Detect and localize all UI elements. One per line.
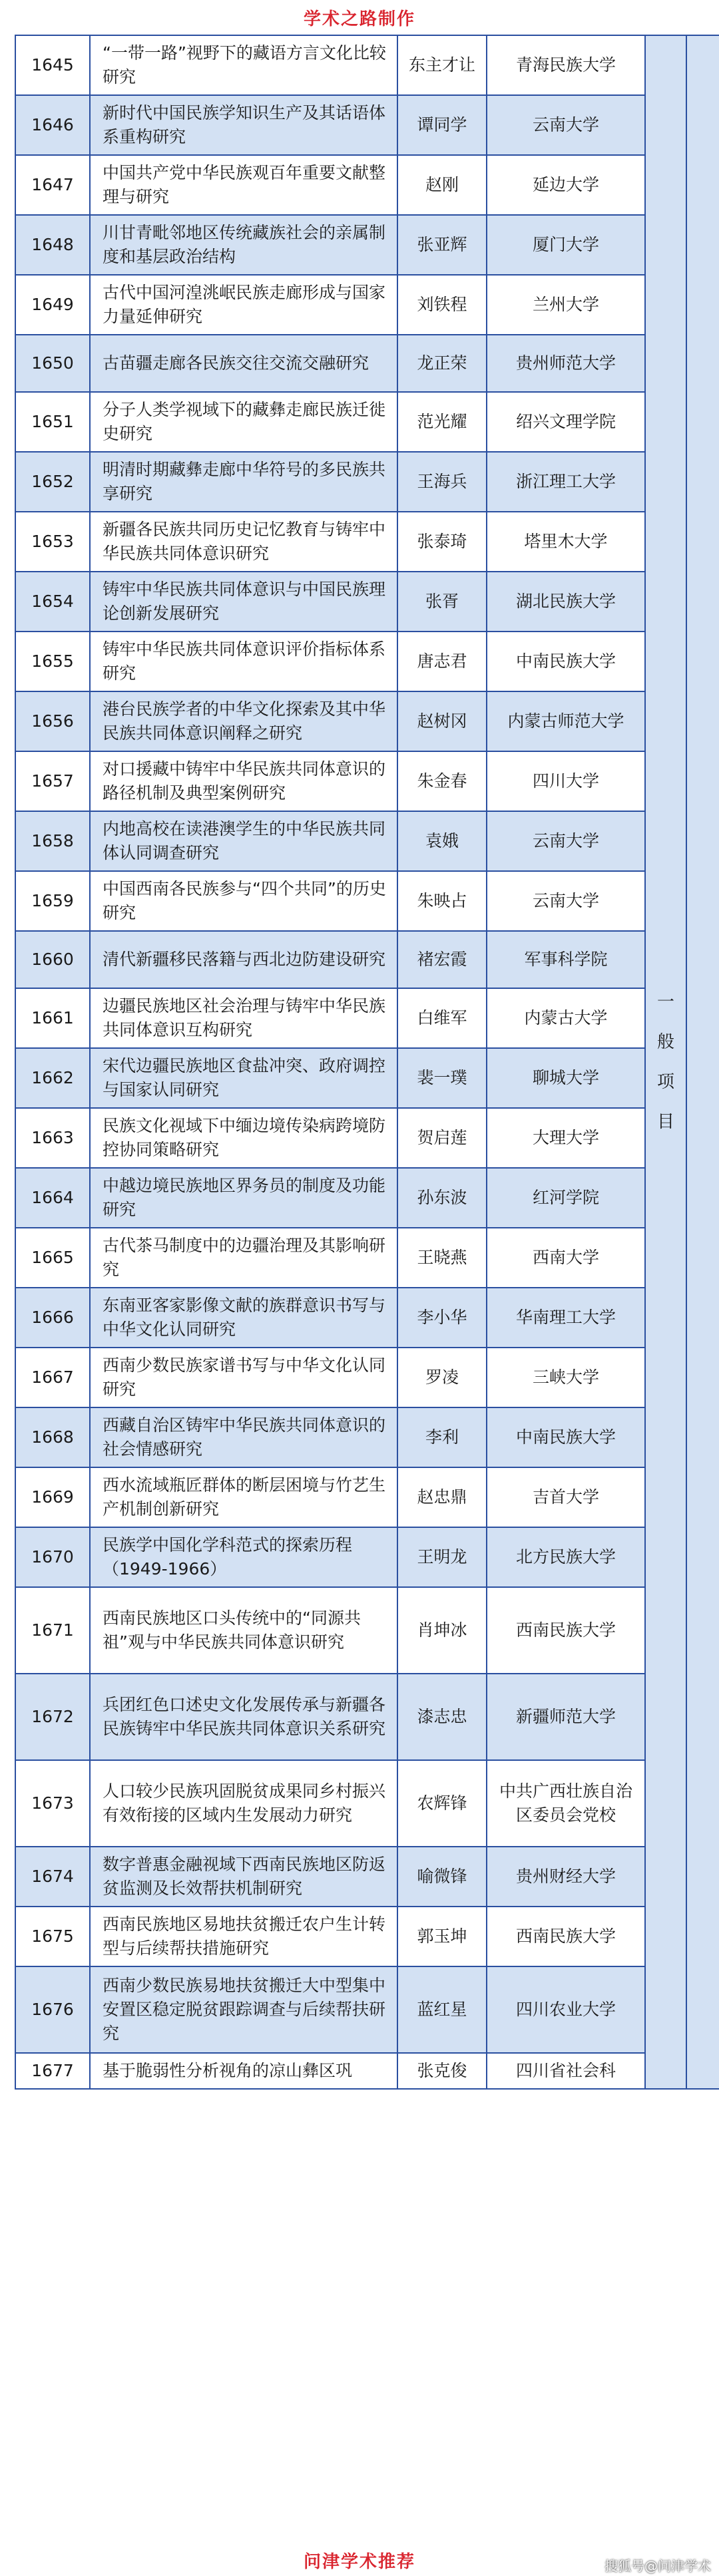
- page-header: [0, 0, 719, 35]
- principal-investigator: 农辉锋: [397, 1760, 487, 1847]
- row-number: 1673: [15, 1760, 90, 1847]
- institution: 军事科学院: [487, 931, 645, 988]
- table-row: [15, 988, 719, 1048]
- principal-investigator: 孙东波: [397, 1168, 487, 1228]
- row-number: 1668: [15, 1407, 90, 1467]
- table-row: [15, 512, 719, 572]
- table-row: [15, 691, 719, 751]
- project-title: 西南少数民族家谱书写与中华文化认同研究: [90, 1348, 397, 1407]
- project-title: 古苗疆走廊各民族交往交流交融研究: [90, 335, 397, 392]
- row-number: 1656: [15, 691, 90, 751]
- table-row: [15, 275, 719, 335]
- project-title: 中越边境民族地区界务员的制度及功能研究: [90, 1168, 397, 1228]
- institution: 云南大学: [487, 871, 645, 931]
- project-title: 对口援藏中铸牢中华民族共同体意识的路径机制及典型案例研究: [90, 751, 397, 811]
- table-row: [15, 1228, 719, 1288]
- row-number: 1674: [15, 1847, 90, 1907]
- row-number: 1665: [15, 1228, 90, 1288]
- table-row: [15, 1587, 719, 1674]
- table-row: [15, 632, 719, 691]
- row-number: 1651: [15, 392, 90, 452]
- principal-investigator: 唐志君: [397, 632, 487, 691]
- institution: 中南民族大学: [487, 1407, 645, 1467]
- principal-investigator: 赵忠鼎: [397, 1467, 487, 1527]
- table-row: [15, 1674, 719, 1760]
- table-row: [15, 811, 719, 871]
- row-number: 1667: [15, 1348, 90, 1407]
- institution: 北方民族大学: [487, 1527, 645, 1587]
- project-title: 西南民族地区口头传统中的“同源共祖”观与中华民族共同体意识研究: [90, 1587, 397, 1674]
- table-row: [15, 215, 719, 275]
- institution: 延边大学: [487, 155, 645, 215]
- project-title: 古代中国河湟洮岷民族走廊形成与国家力量延伸研究: [90, 275, 397, 335]
- row-number: 1666: [15, 1288, 90, 1348]
- row-number: 1677: [15, 2053, 90, 2089]
- institution: 内蒙古师范大学: [487, 691, 645, 751]
- principal-investigator: 袁娥: [397, 811, 487, 871]
- project-title: 中国共产党中华民族观百年重要文献整理与研究: [90, 155, 397, 215]
- project-title: 铸牢中华民族共同体意识与中国民族理论创新发展研究: [90, 572, 397, 632]
- category-cell: [645, 35, 686, 2089]
- principal-investigator: 龙正荣: [397, 335, 487, 392]
- principal-investigator: 喻微锋: [397, 1847, 487, 1907]
- table-row: [15, 1847, 719, 1907]
- project-table: [15, 35, 719, 2090]
- institution: 绍兴文理学院: [487, 392, 645, 452]
- principal-investigator: 郭玉坤: [397, 1907, 487, 1966]
- blank-column-cell: [686, 35, 719, 2089]
- row-number: 1654: [15, 572, 90, 632]
- row-number: 1664: [15, 1168, 90, 1228]
- project-title: 新疆各民族共同历史记忆教育与铸牢中华民族共同体意识研究: [90, 512, 397, 572]
- institution: 浙江理工大学: [487, 452, 645, 512]
- principal-investigator: 张胥: [397, 572, 487, 632]
- institution: 大理大学: [487, 1108, 645, 1168]
- row-number: 1652: [15, 452, 90, 512]
- table-row: [15, 35, 719, 95]
- row-number: 1649: [15, 275, 90, 335]
- row-number: 1658: [15, 811, 90, 871]
- project-title: 民族文化视域下中缅边境传染病跨境防控协同策略研究: [90, 1108, 397, 1168]
- table-row: [15, 1168, 719, 1228]
- institution: 西南民族大学: [487, 1587, 645, 1674]
- project-title: 宋代边疆民族地区食盐冲突、政府调控与国家认同研究: [90, 1048, 397, 1108]
- institution: 三峡大学: [487, 1348, 645, 1407]
- institution: 湖北民族大学: [487, 572, 645, 632]
- institution: 兰州大学: [487, 275, 645, 335]
- principal-investigator: 朱映占: [397, 871, 487, 931]
- project-title: 古代茶马制度中的边疆治理及其影响研究: [90, 1228, 397, 1288]
- principal-investigator: 王海兵: [397, 452, 487, 512]
- principal-investigator: 朱金春: [397, 751, 487, 811]
- row-number: 1663: [15, 1108, 90, 1168]
- table-row: [15, 452, 719, 512]
- principal-investigator: 张泰琦: [397, 512, 487, 572]
- table-row: [15, 572, 719, 632]
- row-number: 1659: [15, 871, 90, 931]
- principal-investigator: 东主才让: [397, 35, 487, 95]
- table-row: [15, 871, 719, 931]
- row-number: 1655: [15, 632, 90, 691]
- row-number: 1657: [15, 751, 90, 811]
- principal-investigator: 刘铁程: [397, 275, 487, 335]
- principal-investigator: 范光耀: [397, 392, 487, 452]
- table-row: [15, 1348, 719, 1407]
- principal-investigator: 谭同学: [397, 95, 487, 155]
- row-number: 1676: [15, 1966, 90, 2053]
- project-title: 基于脆弱性分析视角的凉山彝区巩: [90, 2053, 397, 2089]
- principal-investigator: 裴一璞: [397, 1048, 487, 1108]
- institution: 贵州财经大学: [487, 1847, 645, 1907]
- table-row: [15, 1048, 719, 1108]
- project-title: 内地高校在读港澳学生的中华民族共同体认同调查研究: [90, 811, 397, 871]
- project-title: 中国西南各民族参与“四个共同”的历史研究: [90, 871, 397, 931]
- institution: 新疆师范大学: [487, 1674, 645, 1760]
- principal-investigator: 罗凌: [397, 1348, 487, 1407]
- principal-investigator: 王明龙: [397, 1527, 487, 1587]
- project-title: 兵团红色口述史文化发展传承与新疆各民族铸牢中华民族共同体意识关系研究: [90, 1674, 397, 1760]
- institution: 四川省社会科: [487, 2053, 645, 2089]
- table-row: [15, 1467, 719, 1527]
- table-row: [15, 931, 719, 988]
- table-row: [15, 392, 719, 452]
- institution: 西南民族大学: [487, 1907, 645, 1966]
- principal-investigator: 李利: [397, 1407, 487, 1467]
- principal-investigator: 蓝红星: [397, 1966, 487, 2053]
- institution: 内蒙古大学: [487, 988, 645, 1048]
- row-number: 1675: [15, 1907, 90, 1966]
- principal-investigator: 白维军: [397, 988, 487, 1048]
- project-title: 新时代中国民族学知识生产及其话语体系重构研究: [90, 95, 397, 155]
- header-title: 学术之路制作: [303, 9, 415, 29]
- row-number: 1662: [15, 1048, 90, 1108]
- principal-investigator: 赵树冈: [397, 691, 487, 751]
- principal-investigator: 褚宏霞: [397, 931, 487, 988]
- row-number: 1647: [15, 155, 90, 215]
- project-table-body: [15, 35, 719, 2089]
- table-row: [15, 335, 719, 392]
- table-row: [15, 751, 719, 811]
- project-title: 西水流域瓶匠群体的断层困境与竹艺生产机制创新研究: [90, 1467, 397, 1527]
- institution: 中共广西壮族自治区委员会党校: [487, 1760, 645, 1847]
- institution: 聊城大学: [487, 1048, 645, 1108]
- institution: 贵州师范大学: [487, 335, 645, 392]
- row-number: 1669: [15, 1467, 90, 1527]
- row-number: 1670: [15, 1527, 90, 1587]
- project-title: 分子人类学视域下的藏彝走廊民族迁徙史研究: [90, 392, 397, 452]
- principal-investigator: 肖坤冰: [397, 1587, 487, 1674]
- principal-investigator: 赵刚: [397, 155, 487, 215]
- row-number: 1650: [15, 335, 90, 392]
- principal-investigator: 贺启莲: [397, 1108, 487, 1168]
- principal-investigator: 王晓燕: [397, 1228, 487, 1288]
- principal-investigator: 张亚辉: [397, 215, 487, 275]
- table-row: [15, 1760, 719, 1847]
- institution: 云南大学: [487, 811, 645, 871]
- watermark: 搜狐号@问津学术: [604, 2558, 711, 2574]
- row-number: 1646: [15, 95, 90, 155]
- institution: 西南大学: [487, 1228, 645, 1288]
- institution: 红河学院: [487, 1168, 645, 1228]
- project-title: 铸牢中华民族共同体意识评价指标体系研究: [90, 632, 397, 691]
- row-number: 1660: [15, 931, 90, 988]
- project-title: 西藏自治区铸牢中华民族共同体意识的社会情感研究: [90, 1407, 397, 1467]
- row-number: 1645: [15, 35, 90, 95]
- project-title: 人口较少民族巩固脱贫成果同乡村振兴有效衔接的区域内生发展动力研究: [90, 1760, 397, 1847]
- project-title: 川甘青毗邻地区传统藏族社会的亲属制度和基层政治结构: [90, 215, 397, 275]
- table-row: [15, 1288, 719, 1348]
- category-label: 一般项目: [656, 992, 674, 1132]
- table-row: [15, 1527, 719, 1587]
- row-number: 1672: [15, 1674, 90, 1760]
- project-title: 港台民族学者的中华文化探索及其中华民族共同体意识阐释之研究: [90, 691, 397, 751]
- institution: 四川大学: [487, 751, 645, 811]
- project-title: 西南少数民族易地扶贫搬迁大中型集中安置区稳定脱贫跟踪调查与后续帮扶研究: [90, 1966, 397, 2053]
- table-row: [15, 1108, 719, 1168]
- footer-title: 问津学术推荐: [303, 2552, 415, 2572]
- project-title: 清代新疆移民落籍与西北边防建设研究: [90, 931, 397, 988]
- institution: 云南大学: [487, 95, 645, 155]
- principal-investigator: 张克俊: [397, 2053, 487, 2089]
- table-row: [15, 95, 719, 155]
- institution: 吉首大学: [487, 1467, 645, 1527]
- institution: 四川农业大学: [487, 1966, 645, 2053]
- principal-investigator: 漆志忠: [397, 1674, 487, 1760]
- table-row: [15, 155, 719, 215]
- row-number: 1661: [15, 988, 90, 1048]
- project-title: 数字普惠金融视域下西南民族地区防返贫监测及长效帮扶机制研究: [90, 1847, 397, 1907]
- row-number: 1648: [15, 215, 90, 275]
- table-row: [15, 2053, 719, 2089]
- project-title: 边疆民族地区社会治理与铸牢中华民族共同体意识互构研究: [90, 988, 397, 1048]
- project-title: 民族学中国化学科范式的探索历程（1949-1966）: [90, 1527, 397, 1587]
- institution: 厦门大学: [487, 215, 645, 275]
- row-number: 1653: [15, 512, 90, 572]
- project-title: “一带一路”视野下的藏语方言文化比较研究: [90, 35, 397, 95]
- row-number: 1671: [15, 1587, 90, 1674]
- table-row: [15, 1407, 719, 1467]
- project-title: 东南亚客家影像文献的族群意识书写与中华文化认同研究: [90, 1288, 397, 1348]
- project-title: 明清时期藏彝走廊中华符号的多民族共享研究: [90, 452, 397, 512]
- project-table-container: [15, 35, 707, 2090]
- principal-investigator: 李小华: [397, 1288, 487, 1348]
- institution: 青海民族大学: [487, 35, 645, 95]
- table-row: [15, 1966, 719, 2053]
- table-row: [15, 1907, 719, 1966]
- institution: 塔里木大学: [487, 512, 645, 572]
- institution: 中南民族大学: [487, 632, 645, 691]
- project-title: 西南民族地区易地扶贫搬迁农户生计转型与后续帮扶措施研究: [90, 1907, 397, 1966]
- institution: 华南理工大学: [487, 1288, 645, 1348]
